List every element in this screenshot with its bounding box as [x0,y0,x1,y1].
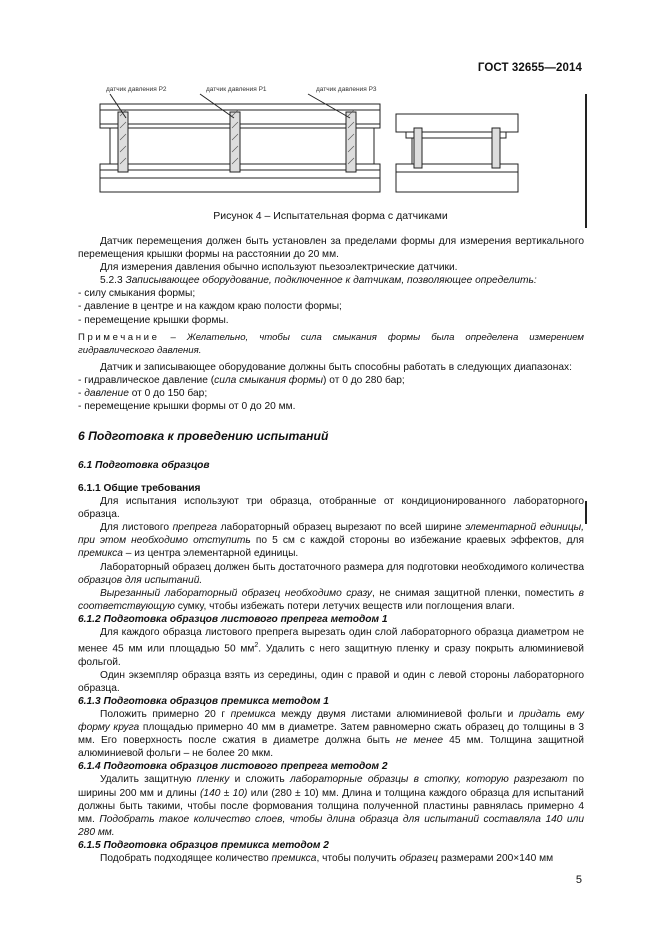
list-item: - перемещение крышки формы. [78,314,229,326]
margin-change-bar [585,94,587,228]
subsection-title: 6.1 Подготовка образцов [78,460,210,471]
paragraph: Лабораторный образец должен быть достаточного размера для подготовки необходимого количества образцов для испытаний. [78,561,584,586]
body-block-2 [78,482,584,865]
paragraph: Один экземпляр образца взять из середины, один с правой и один с левой стороны лабораторного образца. [78,669,584,694]
paragraph: 5.2.3 Записывающее оборудование, подключенное к датчикам, позволяющее определить: [100,275,537,287]
subsection-title: 6.1.3 Подготовка образцов премикса методом 1 [78,695,329,707]
body-block-1 [78,235,584,413]
paragraph: Для испытания используют три образца, отобранные от кондиционированного лабораторного образца. [78,496,584,521]
figure-caption: Рисунок 4 – Испытательная форма с датчиками [213,210,448,222]
subsection-title: 6.1.4 Подготовка образцов листового препрега методом 2 [78,761,388,773]
document-id: ГОСТ 32655—2014 [477,62,582,74]
sensor-label-p3: датчик давления P3 [316,86,377,93]
list-item: - силу смыкания формы; [78,288,196,300]
paragraph: Датчик перемещения должен быть установлен за пределами формы для измерения вертикального перемещения крышки формы на расстоянии до 20 мм. [78,236,584,261]
subsection-title: 6.1.5 Подготовка образцов премикса методом 2 [78,839,329,851]
section-title: 6 Подготовка к проведению испытаний [78,429,329,443]
paragraph: Для листового препрега лабораторный образец вырезают по всей ширине элементарной единицы, при этом необходимо отступить по 5 см с каждой стороны во избежание краевых эффектов, для премикса – из центра элементарной единицы. [78,522,585,560]
mold-diagram [96,84,526,200]
paragraph: Подобрать подходящее количество премикса, чтобы получить образец размерами 200×140 мм [100,853,554,865]
figure-drawing [96,84,526,200]
list-item: - гидравлическое давление (сила смыкания формы) от 0 до 280 бар; [78,374,405,386]
sensor-label-p1: датчик давления P1 [206,86,267,93]
paragraph: Удалить защитную пленку и сложить лабораторные образцы в стопку, которую разрезают по ширины 200 мм и длины (140 ± 10) или (280 ± 10) мм. Длина и толщина каждого образца для испытаний должны быть такими, чтобы после формования толщина полученной пластины равнялась примерно 4 мм. Подобрать такое количество слоев, чтобы длина образца для испытаний составляла 140 или 280 мм. [78,774,585,838]
paragraph: Для каждого образца листового препрега вырезать один слой лабораторного образца диаметром не менее 45 мм или площадью 50 $мм^2$. Удалить с него защитную пленку и сразу покрыть алюминиевой фольгой. [78,627,584,668]
subsection-title: 6.1.1 Общие требования [78,483,201,494]
note: Примечание – Желательно, чтобы сила смыкания формы была определена измерением гидравлического давления. [78,331,584,356]
page-number: 5 [575,874,582,886]
paragraph: Датчик и записывающее оборудование должны быть способны работать в следующих диапазонах: [100,361,572,373]
sensor-label-p2: датчик давления P2 [106,86,167,93]
subsection-title: 6.1.2 Подготовка образцов листового препрега методом 1 [78,613,388,625]
list-item: - давление от 0 до 150 бар; [78,388,208,400]
paragraph: Вырезанный лабораторный образец необходимо сразу, не снимая защитной пленки, поместить в соответствующую сумку, чтобы избежать потери летучих веществ или поглощения влаги. [78,587,584,612]
paragraph: Положить примерно 20 г премикса между двумя листами алюминиевой фольги и придать ему форму круга площадью примерно 40 мм в диаметре. Затем равномерно сжать образец до толщины в 3 мм. Его поверхность после сжатия в диаметре должна быть не менее 45 мм. Толщина защитной алюминиевой фольги – не более 20 мкм. [78,708,585,760]
margin-change-bar [585,501,587,524]
paragraph: Для измерения давления обычно используют пьезоэлектрические датчики. [100,262,458,274]
list-item: - перемещение крышки формы от 0 до 20 мм. [78,401,296,413]
list-item: - давление в центре и на каждом краю полости формы; [78,301,342,313]
